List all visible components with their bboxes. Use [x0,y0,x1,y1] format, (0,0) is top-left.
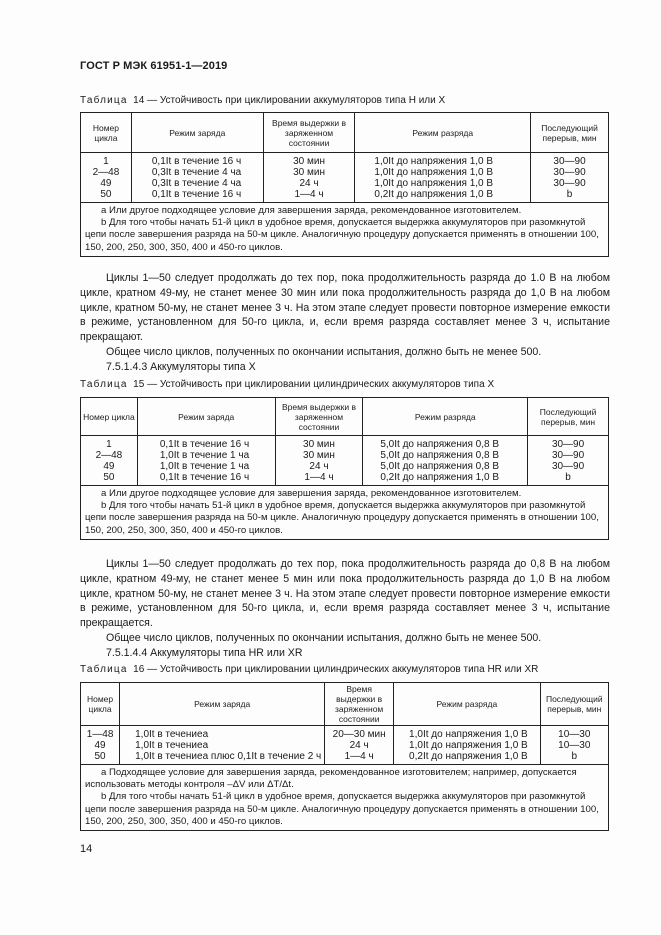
table-cell-rest: 30—90 [551,439,585,450]
table-cell-discharge: 0,2It до напряжения 1,0 В [374,189,494,200]
table-14-title: 14 — Устойчивость при циклировании аккумуляторов типа H или X [133,95,446,106]
paragraph-block-2 [80,557,610,661]
table-14-caption [80,95,445,106]
table-cell-charge: 0,1It в течение 16 ч [151,156,242,167]
table-cell-charge: 0,3It в течение 4 ча [151,167,242,178]
paragraph: Общее число циклов, полученных по окончании испытания, должно быть не менее 500. [106,345,542,358]
table-cell-rest: 30—90 [553,167,586,178]
charge-column [131,153,263,203]
col-header-cycle: Номер цикла [81,113,132,153]
table-cell-rest: 10—30 [558,740,591,751]
table-notes [81,486,609,540]
note-b: b Для того чтобы начать 51-й цикл в удобное время, допускается выдержка аккумуляторов при разомкнутой цепи после завершения разряда на 50-м цикле. Аналогичную процедуру допускается применять в отношении 100, 150, 200, 250, 300, 350, 400 и 450-го циклов. [85,217,599,253]
table-cell-discharge: 1,0It до напряжения 1,0 В [374,178,494,189]
table-cell-rest: 30—90 [553,156,586,167]
hold-column [325,726,394,765]
table-cell-cycle: 49 [100,178,112,189]
col-header-discharge: Режим разряда [363,398,528,436]
table-cell-cycle: 1 [106,439,112,450]
table-cell-charge: 0,1It в течение 16 ч [159,439,250,450]
table-cell-charge: 0,1It в течение 16 ч [159,472,250,483]
charge-column [120,726,325,765]
table-cell-rest: 30—90 [553,178,586,189]
table-cell-cycle: 1—48 [86,729,114,740]
discharge-column [355,153,531,203]
table-cell-charge: 1,0It в течениеa [135,740,209,751]
table-cell-hold: 20—30 мин [332,729,386,740]
table-cell-cycle: 2—48 [92,167,120,178]
paragraph: Циклы 1—50 следует продолжать до тех пор, пока продолжительность разряда до 0,8 В на любом цикле, кратном 49-му, не станет менее 5 мин или пока продолжительность разряда до 1,0 В на любом цикле, кратном 50-му, не станет менее 3 ч. На этом этапе следует провести повторное измерение емкости в режиме, установленном для 50-го цикла, и, если время разряда составляет менее 3 ч, испытание прекращается. [80,558,610,630]
table-cell-hold: 30 мин [293,167,325,178]
charge-column [137,436,275,486]
table-cell-cycle: 1 [103,156,109,167]
table-15-title: 15 — Устойчивость при циклировании цилиндрических аккумуляторов типа X [133,379,495,390]
table-cell-charge: 0,3It в течение 4 ча [151,178,242,189]
table-cell-discharge: 5,0It до напряжения 0,8 В [380,461,500,472]
table-cell-cycle: 49 [103,461,115,472]
discharge-column [394,726,541,765]
table-notes [81,765,609,831]
table-cell-discharge: 5,0It до напряжения 0,8 В [380,439,500,450]
paragraph: Циклы 1—50 следует продолжать до тех пор, пока продолжительность разряда до 1.0 В на любом цикле, кратном 49-му, не станет менее 30 мин или пока продолжительность разряда до 1,0 В на любом цикле, кратном 50-му, не станет менее 3 ч. На этом этапе следует провести повторное измерение емкости в режиме, установленном для 50-го цикла, и, если время разряда составляет менее 3 ч, испытание прекращают. [80,272,610,344]
table-cell-hold: 30 мин [303,439,335,450]
table-cell-rest: b [565,472,571,483]
table-cell-charge: 0,1It в течение 16 ч [151,189,242,200]
table-cell-cycle: 50 [103,472,115,483]
table-cell-charge: 1,0It в течение 1 ча [159,450,250,461]
table-label: Таблица [80,95,128,106]
col-header-cycle: Номер цикла [81,398,138,436]
table-cell-hold: 24 ч [299,178,319,189]
cycle-column [81,153,132,203]
col-header-charge: Режим заряда [120,683,325,726]
rest-column [540,726,608,765]
table-cell-rest: b [571,751,578,762]
table-cell-charge: 1,0It в течениеa [135,729,209,740]
table-cell-hold: 24 ч [309,461,329,472]
note-b: b Для того чтобы начать 51-й цикл в удобное время, допускается выдержка аккумуляторов при разомкнутой цепи после завершения разряда на 50-м цикле. Аналогичную процедуру допускается применять в отношении 100, 150, 200, 250, 300, 350, 400 и 450-го циклов. [85,500,599,536]
table-16 [80,682,609,831]
table-cell-cycle: 49 [94,740,106,751]
hold-column [275,436,363,486]
note-a: a Подходящее условие для завершения заряда, рекомендованное изготовителем; например, допускается использовать методы контроля –ΔV или ΔT/Δt. [85,767,577,791]
paragraph: Общее число циклов, полученных по окончании испытания, должно быть не менее 500. [106,631,542,644]
table-cell-discharge: 1,0It до напряжения 1,0 В [374,156,494,167]
table-notes [81,203,609,257]
table-16-caption [80,664,538,675]
table-14 [80,112,609,257]
table-15-caption [80,379,494,390]
table-cell-rest: 30—90 [551,450,585,461]
table-cell-discharge: 5,0It до напряжения 0,8 В [380,450,500,461]
hold-column [263,153,355,203]
table-cell-rest: 30—90 [551,461,585,472]
col-header-hold: Время выдержки в заряженном состоянии [275,398,363,436]
col-header-rest: Последующий перерыв, мин [528,398,609,436]
cycle-column [81,436,138,486]
col-header-charge: Режим заряда [137,398,275,436]
table-cell-discharge: 0,2It до напряжения 1,0 В [380,472,500,483]
table-cell-discharge: 1,0It до напряжения 1,0 В [374,167,494,178]
rest-column [531,153,609,203]
section-heading: 7.5.1.4.4 Аккумуляторы типа HR или XR [106,646,303,659]
section-heading: 7.5.1.4.3 Аккумуляторы типа X [106,360,256,373]
table-cell-discharge: 1,0It до напряжения 1,0 В [409,729,528,740]
table-cell-cycle: 2—48 [95,450,123,461]
note-a: a Или другое подходящее условие для завершения заряда, рекомендованное изготовителем. [101,488,522,499]
table-cell-hold: 1—4 ч [344,751,374,762]
note-a: a Или другое подходящее условие для завершения заряда, рекомендованное изготовителем. [101,205,522,216]
col-header-charge: Режим заряда [131,113,263,153]
table-cell-discharge: 0,2It до напряжения 1,0 В [409,751,528,762]
rest-column [528,436,609,486]
table-cell-cycle: 50 [100,189,112,200]
table-cell-rest: b [566,189,573,200]
table-label: Таблица [80,379,128,390]
table-cell-hold: 30 мин [293,156,325,167]
table-cell-discharge: 1,0It до напряжения 1,0 В [409,740,528,751]
table-cell-hold: 1—4 ч [304,472,334,483]
table-cell-charge: 1,0It в течение 1 ча [159,461,250,472]
table-cell-cycle: 50 [94,751,106,762]
col-header-rest: Последующий перерыв, мин [531,113,609,153]
cycle-column [81,726,120,765]
table-cell-hold: 24 ч [349,740,369,751]
table-cell-rest: 10—30 [558,729,591,740]
table-cell-hold: 30 мин [303,450,335,461]
paragraph-block-1 [80,271,610,375]
table-15 [80,397,609,540]
col-header-hold: Время выдержки в заряженном состоянии [325,683,394,726]
table-label: Таблица [80,664,128,675]
col-header-hold: Время выдержки в заряженном состоянии [263,113,355,153]
document-header: ГОСТ Р МЭК 61951-1—2019 [80,60,228,72]
table-cell-hold: 1—4 ч [294,189,324,200]
col-header-rest: Последующий перерыв, мин [540,683,608,726]
table-16-title: 16 — Устойчивость при циклировании цилиндрических аккумуляторов типа HR или XR [133,664,539,675]
col-header-cycle: Номер цикла [81,683,120,726]
col-header-discharge: Режим разряда [355,113,531,153]
col-header-discharge: Режим разряда [394,683,541,726]
page-number: 14 [80,843,93,855]
discharge-column [363,436,528,486]
note-b: b Для того чтобы начать 51-й цикл в удобное время, допускается выдержка аккумуляторов при разомкнутой цепи после завершения разряда на 50-м цикле. Аналогичную процедуру допускается применять в отношении 100, 150, 200, 250, 300, 350, 400 и 450-го циклов. [85,791,599,827]
table-cell-charge: 1,0It в течениеa плюс 0,1It в течение 2 ч [135,751,322,762]
